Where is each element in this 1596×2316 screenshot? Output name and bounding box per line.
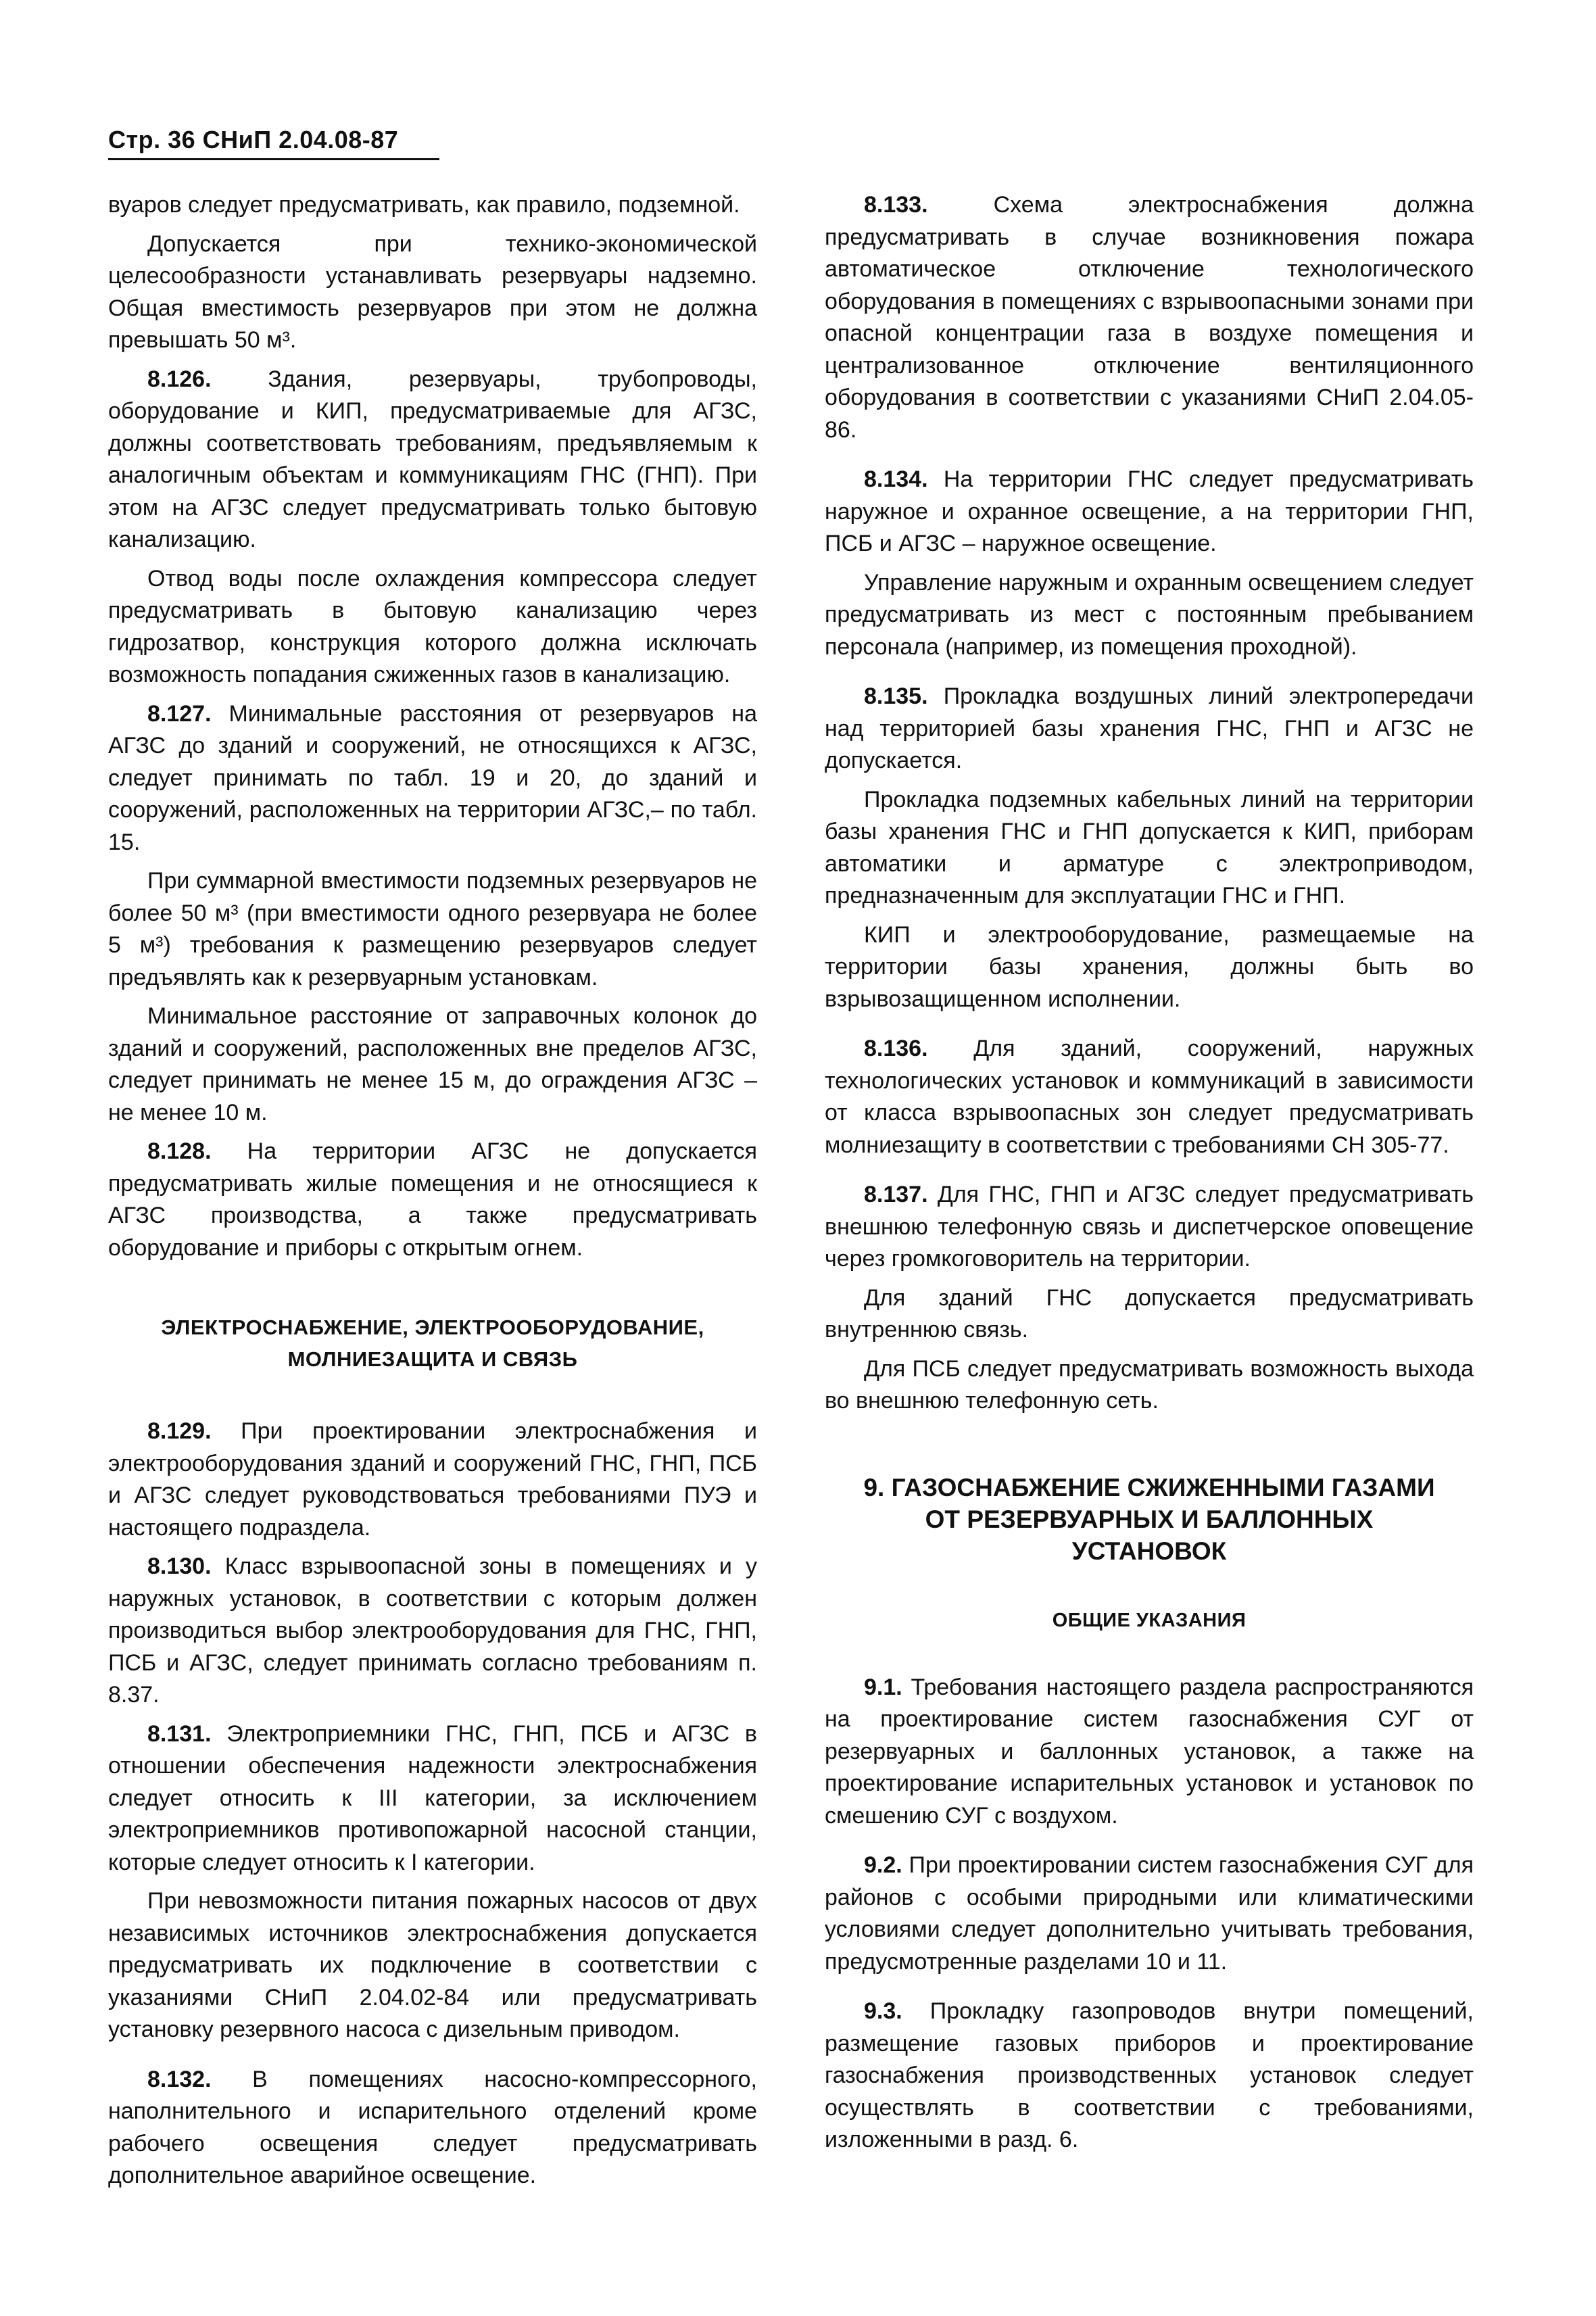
sub-heading: ОБЩИЕ УКАЗАНИЯ xyxy=(1052,1609,1247,1631)
clause-8-130 xyxy=(108,1551,757,1712)
paragraph: Прокладка подземных кабельных линий на территории базы хранения ГНС и ГНП допускается к КИП, приборам автоматики и арматуре с электроприводом, предназначенным для эксплуатации ГНС и ГНП. xyxy=(825,786,1474,909)
page-header: Стр. 36 СНиП 2.04.08-87 xyxy=(108,126,439,160)
clause-8-128 xyxy=(108,1136,757,1264)
clause-8-134 xyxy=(825,464,1474,560)
clause-9-3 xyxy=(825,1996,1474,2156)
right-column xyxy=(825,189,1474,2163)
clause-text: Класс взрывоопасной зоны в помещениях и у наружных установок, в соответствии с которым должен производиться выбор электрооборудования для ГНС, ГНП, ПСБ и АГЗС, следует принимать согласно требованиям п. 8.37. xyxy=(108,1553,758,1708)
clause-number: 8.133. xyxy=(864,192,928,218)
clause-text: Прокладка воздушных линий электропередачи над территорией базы хранения ГНС, ГНП и АГЗС не допускается. xyxy=(825,683,1474,773)
section-heading-line: МОЛНИЕЗАЩИТА И СВЯЗЬ xyxy=(287,1347,578,1371)
clause-text: Для ГНС, ГНП и АГЗС следует предусматривать внешнюю телефонную связь и диспетчерское оповещение через громкоговоритель на территории. xyxy=(825,1182,1474,1272)
paragraph: Управление наружным и охранным освещением следует предусматривать из мест с постоянным пребыванием персонала (например, из помещения проходной). xyxy=(825,569,1474,660)
paragraph: Отвод воды после охлаждения компрессора следует предусматривать в бытовую канализацию через гидрозатвор, конструкция которого должна исключать возможность попадания сжиженных газов в канализацию. xyxy=(108,565,757,687)
clause-text: Схема электроснабжения должна предусматривать в случае возникновения пожара автоматическое отключение технологического оборудования в помещениях с взрывоопасными зонами при опасной концентрации газа в воздухе помещения и централизованное отключение вентиляционного оборудования в соответствии с указаниями СНиП 2.04.05-86. xyxy=(825,192,1474,443)
paragraph: При суммарной вместимости подземных резервуаров не более 50 м³ (при вместимости одного резервуара не более 5 м³) требования к размещению резервуаров следует предъявлять как к резервуарным установкам. xyxy=(108,868,757,990)
clause-text: Электроприемники ГНС, ГНП, ПСБ и АГЗС в отношении обеспечения надежности электроснабжения следует относить к III категории, за исключением электроприемников противопожарной насосной станции, которые следует относить к I категории. xyxy=(108,1720,757,1875)
chapter-heading-line: УСТАНОВОК xyxy=(1071,1537,1227,1565)
paragraph: При невозможности питания пожарных насосов от двух независимых источников электроснабжения допускается предусматривать их подключение в соответствии с указаниями СНиП 2.04.02-84 или предусматривать установку резервного насоса с дизельным приводом. xyxy=(108,1888,757,2042)
clause-8-127 xyxy=(108,698,757,859)
paragraph: Для ПСБ следует предусматривать возможность выхода во внешнюю телефонную сеть. xyxy=(825,1355,1474,1414)
paragraph: КИП и электрооборудование, размещаемые на территории базы хранения, должны быть во взрывозащищенном исполнении. xyxy=(825,921,1474,1012)
clause-number: 9.1. xyxy=(864,1674,902,1700)
clause-text: При проектировании электроснабжения и электрооборудования зданий и сооружений ГНС, ГНП, ПСБ и АГЗС следует руководствоваться требованиями ПУЭ и настоящего подраздела. xyxy=(108,1418,758,1541)
clause-text: В помещениях насосно-компрессорного, наполнительного и испарительного отделений кроме рабочего освещения следует предусматривать дополнительное аварийное освещение. xyxy=(108,2066,757,2188)
clause-text: Требования настоящего раздела распространяются на проектирование систем газоснабжения СУГ от резервуарных и баллонных установок, а также на проектирование испарительных установок и установок по смешению СУГ с воздухом. xyxy=(825,1674,1474,1829)
chapter-heading-line: ОТ РЕЗЕРВУАРНЫХ И БАЛЛОННЫХ xyxy=(925,1505,1374,1533)
clause-number: 8.129. xyxy=(147,1418,212,1444)
chapter-heading-line: 9. ГАЗОСНАБЖЕНИЕ СЖИЖЕННЫМИ ГАЗАМИ xyxy=(863,1473,1435,1501)
clause-number: 8.128. xyxy=(147,1138,212,1164)
clause-text: При проектировании систем газоснабжения СУГ для районов с особыми природными или климатическими условиями следует дополнительно учитывать требования, предусмотренные разделами 10 и 11. xyxy=(825,1852,1474,1975)
chapter-heading xyxy=(825,1472,1474,1567)
clause-number: 8.127. xyxy=(147,700,212,727)
clause-8-132 xyxy=(108,2064,757,2192)
clause-8-136 xyxy=(825,1033,1474,1161)
clause-number: 8.134. xyxy=(864,466,928,492)
clause-number: 8.131. xyxy=(147,1720,212,1747)
clause-number: 8.126. xyxy=(147,366,212,392)
clause-text: Для зданий, сооружений, наружных технологических установок и коммуникаций в зависимости от класса взрывоопасных зон следует предусматривать молниезащиту в соответствии с требованиями СН 305-77. xyxy=(825,1036,1474,1158)
paragraph: вуаров следует предусматривать, как правило, подземной. xyxy=(108,192,740,218)
section-heading xyxy=(108,1311,757,1375)
paragraph: Минимальное расстояние от заправочных колонок до зданий и сооружений, расположенных вне пределов АГЗС, следует принимать не менее 15 м, до ограждения АГЗС – не менее 10 м. xyxy=(108,1003,757,1126)
clause-9-2 xyxy=(825,1850,1474,1978)
clause-text: Прокладку газопроводов внутри помещений, размещение газовых приборов и проектирование газоснабжения производственных установок следует осуществлять в соответствии с требованиями, изложенными в разд. 6. xyxy=(825,1998,1474,2152)
clause-8-137 xyxy=(825,1179,1474,1276)
paragraph: Для зданий ГНС допускается предусматривать внутреннюю связь. xyxy=(825,1284,1474,1343)
clause-8-129 xyxy=(108,1416,757,1544)
clause-8-135 xyxy=(825,681,1474,777)
clause-number: 8.132. xyxy=(147,2066,212,2092)
clause-number: 9.3. xyxy=(864,1998,902,2024)
clause-text: Здания, резервуары, трубопроводы, оборудование и КИП, предусматриваемые для АГЗС, должны соответствовать требованиям, предъявляемым к аналогичным объектам и коммуникациям ГНС (ГНП). При этом на АГЗС следует предусматривать только бытовую канализацию. xyxy=(108,366,757,552)
clause-9-1 xyxy=(825,1672,1474,1833)
clause-text: Минимальные расстояния от резервуаров на АГЗС до зданий и сооружений, не относящихся к АГЗС, следует принимать по табл. 19 и 20, до зданий и сооружений, расположенных на территории АГЗС,– по табл. 15. xyxy=(108,700,757,855)
clause-number: 8.136. xyxy=(864,1036,928,1061)
clause-number: 8.130. xyxy=(147,1553,212,1579)
paragraph: Допускается при технико-экономической целесообразности устанавливать резервуары надземно. Общая вместимость резервуаров при этом не должна превышать 50 м³. xyxy=(108,231,757,353)
clause-8-131 xyxy=(108,1718,757,1879)
clause-number: 8.137. xyxy=(864,1182,928,1207)
clause-number: 8.135. xyxy=(864,683,928,709)
left-column xyxy=(108,189,757,2199)
section-heading-line: ЭЛЕКТРОСНАБЖЕНИЕ, ЭЛЕКТРООБОРУДОВАНИЕ, xyxy=(161,1316,704,1339)
clause-8-126 xyxy=(108,364,757,556)
clause-8-133 xyxy=(825,189,1474,446)
clause-text: На территории ГНС следует предусматривать наружное и охранное освещение, а на территории ГНП, ПСБ и АГЗС – наружное освещение. xyxy=(825,466,1474,556)
clause-text: На территории АГЗС не допускается предусматривать жилые помещения и не относящиеся к АГЗС производства, а также предусматривать оборудование и приборы с открытым огнем. xyxy=(108,1138,757,1261)
clause-number: 9.2. xyxy=(864,1852,902,1878)
